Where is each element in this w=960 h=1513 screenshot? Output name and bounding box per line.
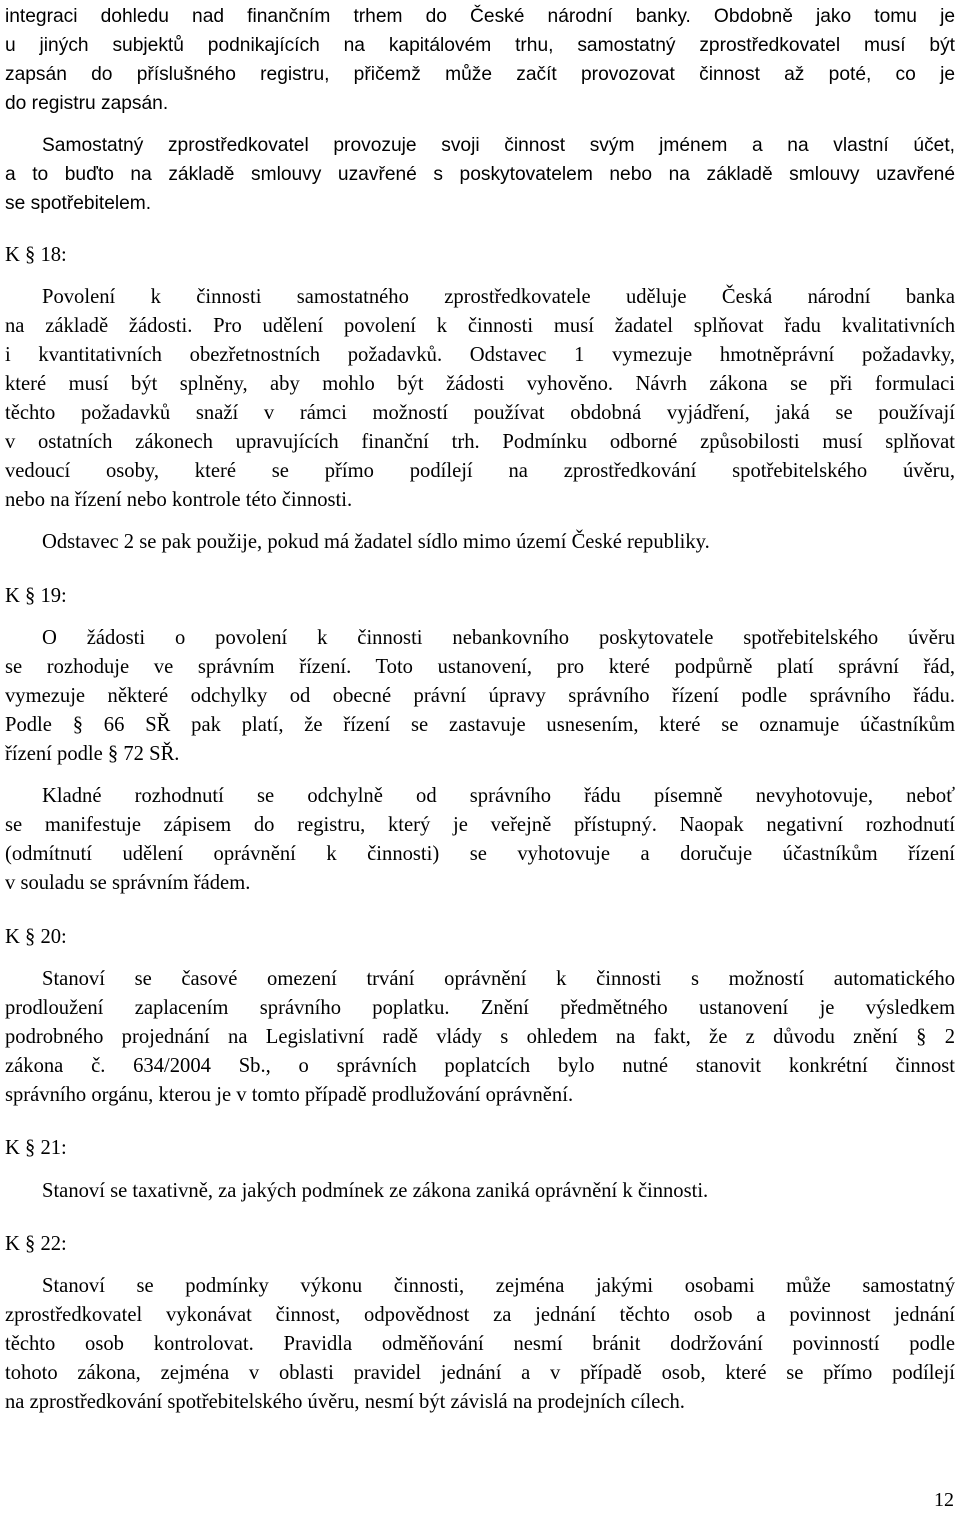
paragraph-3-line: v ostatních zákonech upravujících finanční trh. Podmínku odborné způsobilosti musí splňovat <box>5 431 955 453</box>
paragraph-1-line: integraci dohledu nad finančním trhem do České národní banky. Obdobně jako tomu je <box>5 6 955 27</box>
paragraph-8: Stanoví se taxativně, za jakých podmínek ze zákona zaniká oprávnění k činnosti. <box>42 1180 709 1202</box>
paragraph-4: Odstavec 2 se pak použije, pokud má žadatel sídlo mimo území České republiky. <box>42 531 710 553</box>
paragraph-9-line: tohoto zákona, zejména v oblasti pravidel jednání a v případě osob, které se přímo podílejí <box>5 1362 955 1384</box>
paragraph-9-line: Stanoví se podmínky výkonu činnosti, zejména jakými osobami může samostatný <box>42 1275 955 1297</box>
paragraph-7-line: prodloužení zaplacením správního poplatku. Znění předmětného ustanovení je výsledkem <box>5 997 955 1019</box>
paragraph-7-line: správního orgánu, kterou je v tomto případě prodlužování oprávnění. <box>5 1084 574 1106</box>
paragraph-1-line: u jiných subjektů podnikajících na kapitálovém trhu, samostatný zprostředkovatel musí být <box>5 35 955 56</box>
paragraph-6-line: Kladné rozhodnutí se odchylně od správního řádu písemně nevyhotovuje, neboť <box>42 785 955 807</box>
paragraph-2-line: se spotřebitelem. <box>5 193 152 214</box>
page-number: 12 <box>934 1489 954 1511</box>
paragraph-5-line: vymezuje některé odchylky od obecné právní úpravy správního řízení podle správního řádu. <box>5 685 955 707</box>
section-heading-k21: K § 21: <box>5 1137 67 1159</box>
paragraph-2-line: Samostatný zprostředkovatel provozuje svoji činnost svým jménem a na vlastní účet, <box>42 135 955 156</box>
paragraph-2-line: a to buďto na základě smlouvy uzavřené s poskytovatelem nebo na základě smlouvy uzavřené <box>5 164 955 185</box>
section-heading-k19: K § 19: <box>5 585 67 607</box>
section-heading-k22: K § 22: <box>5 1233 67 1255</box>
paragraph-3-line: Povolení k činnosti samostatného zprostředkovatele uděluje Česká národní banka <box>42 286 955 308</box>
paragraph-3-line: na základě žádosti. Pro udělení povolení k činnosti musí žadatel splňovat řadu kvalitativních <box>5 315 955 337</box>
paragraph-9-line: zprostředkovatel vykonávat činnost, odpovědnost za jednání těchto osob a povinnost jednání <box>5 1304 955 1326</box>
paragraph-3-line: vedoucí osoby, které se přímo podílejí na zprostředkování spotřebitelského úvěru, <box>5 460 955 482</box>
paragraph-9-line: těchto osob kontrolovat. Pravidla odměňování nesmí bránit dodržování povinností podle <box>5 1333 955 1355</box>
paragraph-6-line: v souladu se správním řádem. <box>5 872 251 894</box>
paragraph-7-line: Stanoví se časové omezení trvání oprávnění k činnosti s možností automatického <box>42 968 955 990</box>
paragraph-7-line: zákona č. 634/2004 Sb., o správních poplatcích bylo nutné stanovit konkrétní činnost <box>5 1055 955 1077</box>
paragraph-3-line: které musí být splněny, aby mohlo být žádosti vyhověno. Návrh zákona se při formulaci <box>5 373 955 395</box>
paragraph-5-line: se rozhoduje ve správním řízení. Toto ustanovení, pro které podpůrně platí správní řád, <box>5 656 955 678</box>
paragraph-6-line: (odmítnutí udělení oprávnění k činnosti) se vyhotovuje a doručuje účastníkům řízení <box>5 843 955 865</box>
paragraph-6-line: se manifestuje zápisem do registru, který je veřejně přístupný. Naopak negativní rozhodnutí <box>5 814 955 836</box>
section-heading-k20: K § 20: <box>5 926 67 948</box>
paragraph-1-line: do registru zapsán. <box>5 93 169 114</box>
section-heading-k18: K § 18: <box>5 244 67 266</box>
paragraph-3-line: i kvantitativních obezřetnostních požadavků. Odstavec 1 vymezuje hmotněprávní požadavky, <box>5 344 955 366</box>
paragraph-5-line: Podle § 66 SŘ pak platí, že řízení se zastavuje usnesením, které se oznamuje účastníkům <box>5 714 955 736</box>
paragraph-3-line: těchto požadavků snaží v rámci možností používat obdobná vyjádření, jaká se používají <box>5 402 955 424</box>
paragraph-3-line: nebo na řízení nebo kontrole této činnosti. <box>5 489 353 511</box>
paragraph-1-line: zapsán do příslušného registru, přičemž může začít provozovat činnost až poté, co je <box>5 64 955 85</box>
paragraph-5-line: řízení podle § 72 SŘ. <box>5 743 180 765</box>
paragraph-5-line: O žádosti o povolení k činnosti nebankovního poskytovatele spotřebitelského úvěru <box>42 627 955 649</box>
paragraph-9-line: na zprostředkování spotřebitelského úvěru, nesmí být závislá na prodejních cílech. <box>5 1391 685 1413</box>
paragraph-7-line: podrobného projednání na Legislativní radě vlády s ohledem na fakt, že z důvodu znění § 2 <box>5 1026 955 1048</box>
